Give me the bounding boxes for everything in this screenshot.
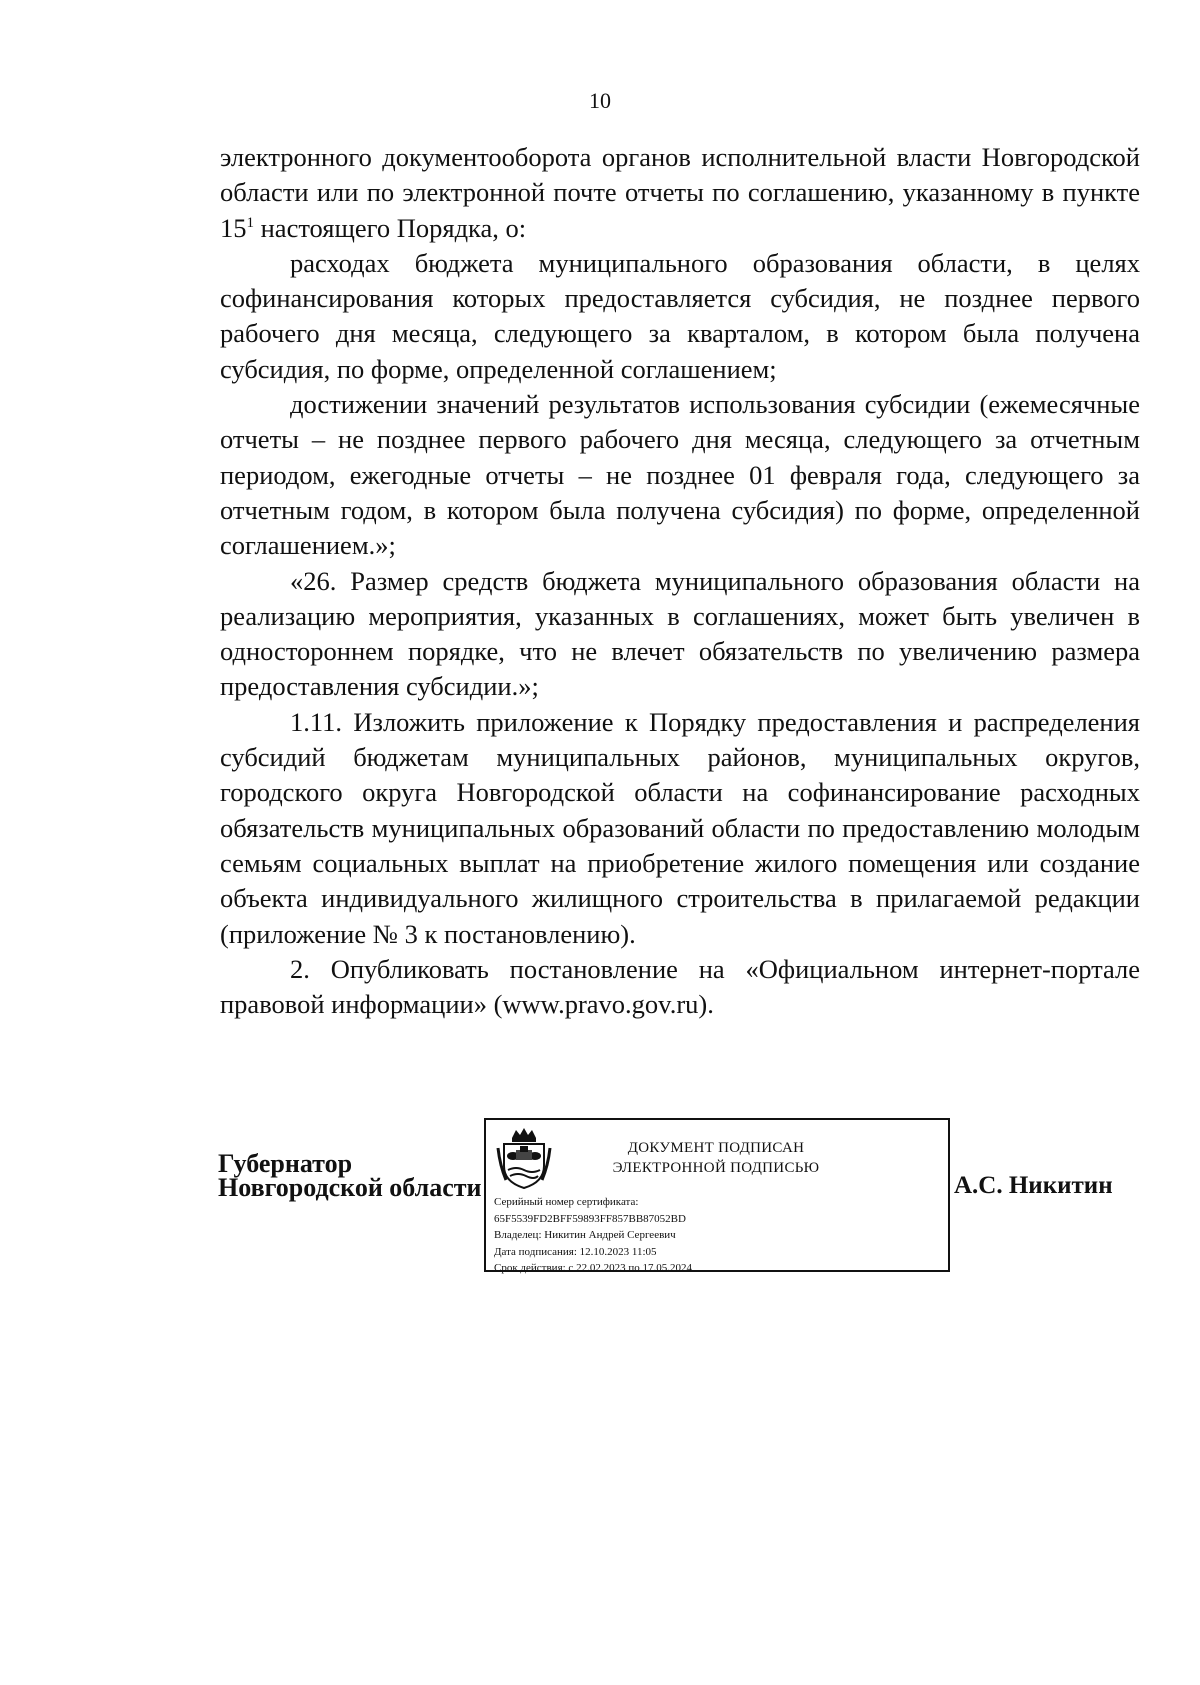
footnote-superscript: 1 bbox=[246, 214, 254, 231]
signatory-position-line-2: Новгородской области bbox=[218, 1173, 482, 1202]
paragraph-4: «26. Размер средств бюджета муниципального образования области на реализацию мероприятия, указанных в соглашениях, может быть увеличен в одностороннем порядке, что не влечет обязательств по увеличению размера предоставления субсидии.»; bbox=[220, 565, 1140, 702]
stamp-title-line-1: ДОКУМЕНТ ПОДПИСАН bbox=[627, 1140, 805, 1156]
certificate-validity: Срок действия: с 22.02.2023 по 17.05.2024 bbox=[494, 1262, 692, 1274]
signing-date: Дата подписания: 12.10.2023 11:05 bbox=[494, 1245, 657, 1258]
certificate-owner: Владелец: Никитин Андрей Сергеевич bbox=[494, 1229, 676, 1241]
paragraph-3: достижении значений результатов использования субсидии (ежемесячные отчеты – не позднее первого рабочего дня месяца, следующего за отчетным периодом, ежегодные отчеты – не позднее 01 февраля года, следующего за отчетным годом, в котором была получена субсидия) по форме, определенной соглашением.»; bbox=[220, 389, 1140, 561]
certificate-details bbox=[494, 1194, 692, 1277]
signatory-position-line-1: Губернатор bbox=[218, 1149, 353, 1178]
paragraph-1-text-end: настоящего Порядка, о: bbox=[254, 212, 527, 243]
stamp-title-line-2: ЭЛЕКТРОННОЙ ПОДПИСЬЮ bbox=[612, 1160, 820, 1176]
paragraph-1-text: электронного документооборота органов исполнительной власти Новгородской области или по электронной почте отчеты по соглашению, указанному в пункте 15 bbox=[220, 142, 1140, 243]
document-body bbox=[220, 140, 1140, 1022]
page-number: 10 bbox=[589, 88, 611, 113]
signatory-name: А.С. Никитин bbox=[954, 1172, 1113, 1199]
electronic-signature-stamp bbox=[484, 1118, 950, 1272]
certificate-serial-number: 65F5539FD2BFF59893FF857BB87052BD bbox=[494, 1212, 686, 1225]
certificate-serial-label: Серийный номер сертификата: bbox=[494, 1196, 639, 1208]
stamp-title bbox=[566, 1138, 866, 1178]
signatory-position bbox=[218, 1149, 482, 1202]
novgorod-coat-of-arms-icon bbox=[496, 1126, 552, 1190]
paragraph-1 bbox=[220, 140, 1140, 246]
paragraph-5: 1.11. Изложить приложение к Порядку предоставления и распределения субсидий бюджетам муниципальных районов, муниципальных округов, городского округа Новгородской области на софинансирование расходных обязательств муниципальных образований области по предоставлению молодым семьям социальных выплат на приобретение жилого помещения или создание объекта индивидуального жилищного строительства в прилагаемой редакции (приложение № 3 к постановлению). bbox=[220, 706, 1140, 949]
paragraph-6: 2. Опубликовать постановление на «Официальном интернет-портале правовой информации» (www.pravo.gov.ru). bbox=[220, 953, 1140, 1020]
paragraph-2: расходах бюджета муниципального образования области, в целях софинансирования которых предоставляется субсидия, не позднее первого рабочего дня месяца, следующего за кварталом, в котором была получена субсидия, по форме, определенной соглашением; bbox=[220, 247, 1140, 384]
